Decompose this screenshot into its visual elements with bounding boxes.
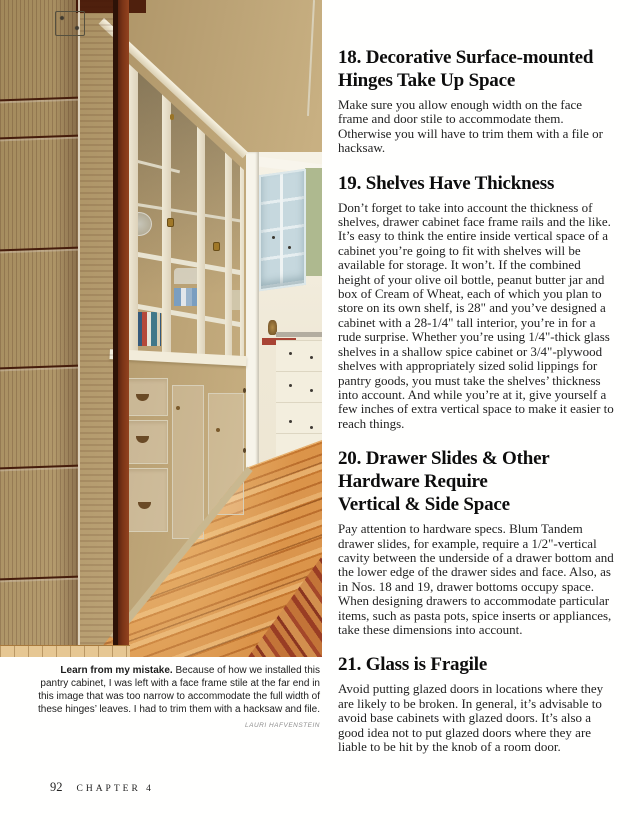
- brass-latch: [170, 114, 174, 120]
- section-20-heading: [338, 447, 614, 516]
- door-edge-stile: [80, 0, 113, 648]
- section-20-body: Pay attention to hardware specs. Blum Tandem drawer slides, for example, require a 1/2"-vertical cavity between the underside of a drawer bottom and the lower edge of the drawer sides and face. Also, as in Nos. 18 and 19, drawer bottoms occupy space. When designing drawers to accommodate particular items, such as pasta pots, spice inserts or appliances, take these dimensions into account.: [338, 521, 614, 637]
- section-19: [338, 172, 614, 432]
- far-drawer-knob: [289, 420, 292, 423]
- text-column: [338, 46, 614, 754]
- door-hinge-small: [243, 388, 246, 393]
- heading-line: Hinges Take Up Space: [338, 70, 516, 91]
- door-hinge-small: [243, 448, 246, 453]
- floor-threshold: [0, 645, 130, 657]
- section-21-body: Avoid putting glazed doors in locations where they are likely to be broken. In general, it’s advisable to avoid base cabinets with glazed doors. It’s also a good idea not to put glazed doors where they are liable to be hit by the knob of a room door.: [338, 681, 604, 754]
- far-drawer-knob: [310, 389, 313, 392]
- far-green-wall: [305, 168, 322, 276]
- door-panel-gap: [78, 0, 80, 645]
- far-glass-cabinet: [259, 169, 306, 292]
- door-knob: [176, 406, 180, 410]
- far-cabinet-knob: [288, 246, 291, 249]
- door-gap-shadow: [113, 0, 118, 648]
- far-drawer-knob: [310, 356, 313, 359]
- section-21: [338, 653, 614, 754]
- heading-line: Hardware Require: [338, 471, 488, 493]
- section-18: [338, 46, 614, 156]
- page-footer: [50, 780, 154, 795]
- brass-latch: [213, 242, 220, 251]
- door-hinge: [55, 11, 85, 36]
- door-knob: [216, 428, 220, 432]
- section-21-heading: [338, 653, 614, 676]
- caption-text: Because of how we installed this pantry cabinet, I was left with a face frame stile at the far end in this image that was too narrow to accommodate the full width of these hinges’ leaves. I had to trim them with a hacksaw and file.: [38, 665, 320, 715]
- photo-credit: LAURI HAFVENSTEIN: [245, 722, 320, 729]
- section-18-heading: [338, 46, 614, 92]
- heading-line: 20. Drawer Slides & Other: [338, 448, 550, 470]
- pantry-photo: [0, 0, 322, 657]
- section-19-body: Don’t forget to take into account the thickness of shelves, drawer cabinet face frame rails and the like. It’s easy to think the entire inside vertical space of a cabinet you’re going to fit with shelves will be available for storage. It won’t. If the combined height of your olive oil bottle, peanut butter jar and box of Cream of Wheat, each of which you plan to store on its own shelf, is 28" and you’ve designed a cabinet with a 28-1/4" tall interior, you’re in for a rude surprise. Whether you’re using 1/4"-thick glass shelves in a shallow spice cabinet or 3/4"-plywood shelves with appropriately sized solid lippings for pantry goods, you must take the shelves’ thickness into account. And while you’re at it, give yourself a few inches of extra vertical space to make it easier to reach things.: [338, 199, 614, 431]
- section-20: [338, 447, 614, 637]
- light-pull-chain: [307, 0, 315, 116]
- chapter-label: CHAPTER 4: [76, 784, 154, 794]
- far-drawer-knob: [310, 426, 313, 429]
- brass-latch: [167, 218, 174, 227]
- page-number: 92: [50, 780, 63, 794]
- section-18-body: Make sure you allow enough width on the face frame and door stile to accommodate them. Otherwise you will have to trim them with a file or hacksaw.: [338, 97, 603, 156]
- far-cabinet-knob: [272, 236, 275, 239]
- far-counter: [276, 332, 322, 337]
- door-jamb-casing: [118, 0, 129, 648]
- heading-line: 18. Decorative Surface-mounted: [338, 47, 594, 68]
- heading-line: 19. Shelves Have Thickness: [338, 172, 555, 194]
- caption-lead: Learn from my mistake.: [60, 665, 173, 676]
- far-drawer-knob: [289, 352, 292, 355]
- photo-caption: [34, 664, 320, 732]
- section-19-heading: [338, 172, 614, 195]
- heading-line: 21. Glass is Fragile: [338, 654, 488, 676]
- heading-line: Vertical & Side Space: [338, 494, 510, 516]
- far-drawer-knob: [289, 384, 292, 387]
